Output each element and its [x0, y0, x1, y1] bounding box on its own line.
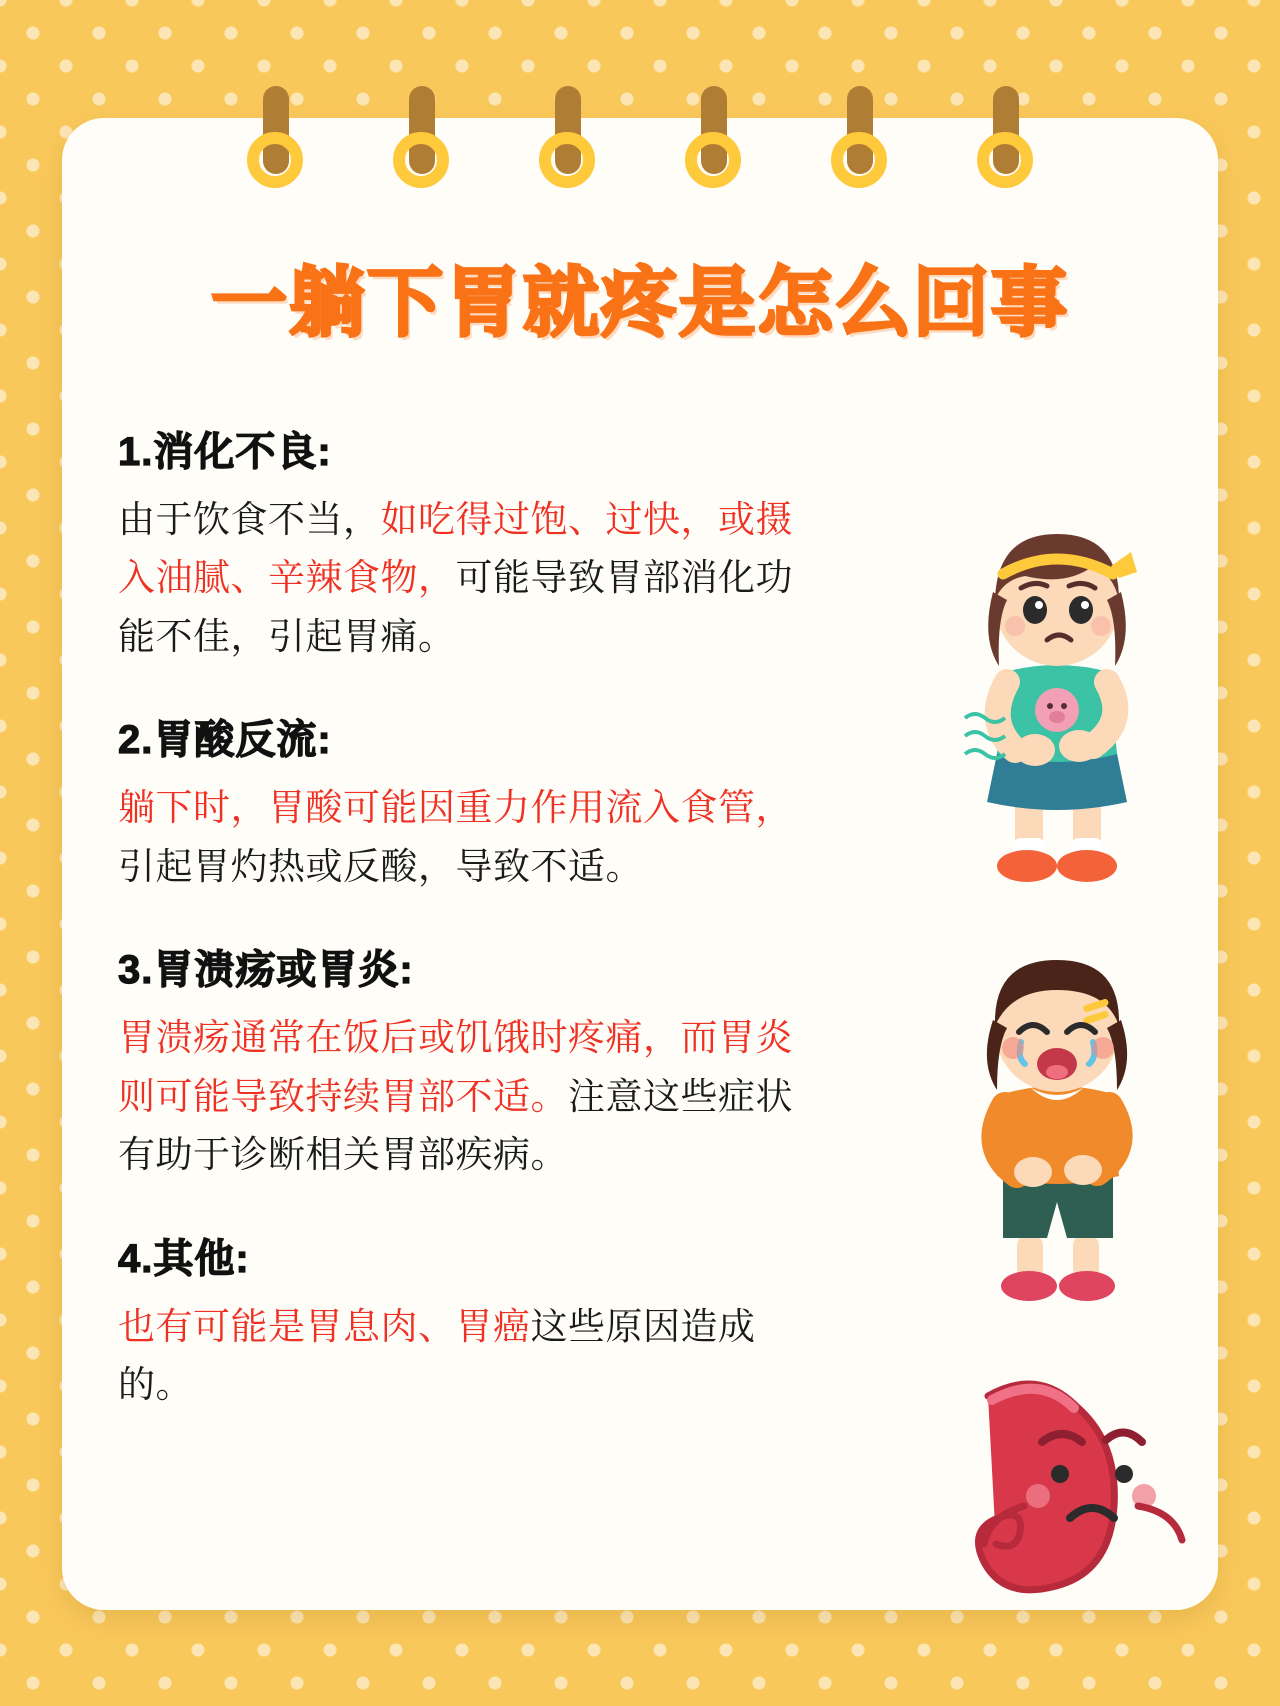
ring-loop: [831, 132, 887, 188]
ring-loop: [685, 132, 741, 188]
highlighted-text: 也有可能是胃息肉、胃癌: [118, 1305, 531, 1347]
girl-crying-stomach-pain-orange-shirt-icon: [907, 946, 1207, 1326]
section-heading: 1.消化不良:: [118, 430, 332, 474]
body-text: 可能导致胃部消化功能不佳，引起胃痛。: [118, 557, 793, 657]
sad-stomach-organ-icon: [892, 1356, 1212, 1656]
ring-loop: [247, 132, 303, 188]
section-heading: 4.其他:: [118, 1236, 250, 1281]
spiral-ring: [977, 86, 1033, 196]
section-paragraph: [118, 1298, 818, 1415]
page-title: 一躺下胃就疼是怎么回事: [211, 261, 1069, 346]
spiral-ring: [393, 86, 449, 196]
spiral-binding: [62, 86, 1218, 196]
spiral-ring: [831, 86, 887, 196]
article-section: [118, 1227, 818, 1415]
body-text: 引起胃灼热或反酸，导致不适。: [118, 845, 643, 887]
section-heading: 2.胃酸反流:: [118, 718, 332, 763]
body-text: 注意这些症状有助于诊断相关胃部疾病。: [118, 1075, 793, 1176]
body-text: 这些原因造成的。: [118, 1305, 756, 1406]
body-text: 由于饮食不当，: [118, 499, 381, 540]
ring-loop: [393, 132, 449, 188]
article-section: [118, 708, 818, 896]
section-paragraph: [118, 779, 818, 896]
article-body: [118, 420, 818, 1457]
article-section: [118, 938, 818, 1184]
article-section: [118, 420, 818, 666]
section-paragraph: [118, 491, 818, 666]
notepad-card: [62, 118, 1218, 1610]
ring-loop: [977, 132, 1033, 188]
spiral-ring: [685, 86, 741, 196]
section-heading: 3.胃溃疡或胃炎:: [118, 948, 414, 993]
ring-loop: [539, 132, 595, 188]
highlighted-text: 胃溃疡通常在饭后或饥饿时疼痛，而胃炎则可能导致持续胃部不适。: [118, 1017, 793, 1117]
section-paragraph: [118, 1009, 818, 1184]
spiral-ring: [247, 86, 303, 196]
spiral-ring: [539, 86, 595, 196]
girl-holding-stomach-teal-shirt-icon: [907, 522, 1207, 902]
highlighted-text: 躺下时，胃酸可能因重力作用流入食管，: [118, 787, 793, 829]
highlighted-text: 如吃得过饱、过快，或摄入油腻、辛辣食物，: [118, 499, 793, 599]
